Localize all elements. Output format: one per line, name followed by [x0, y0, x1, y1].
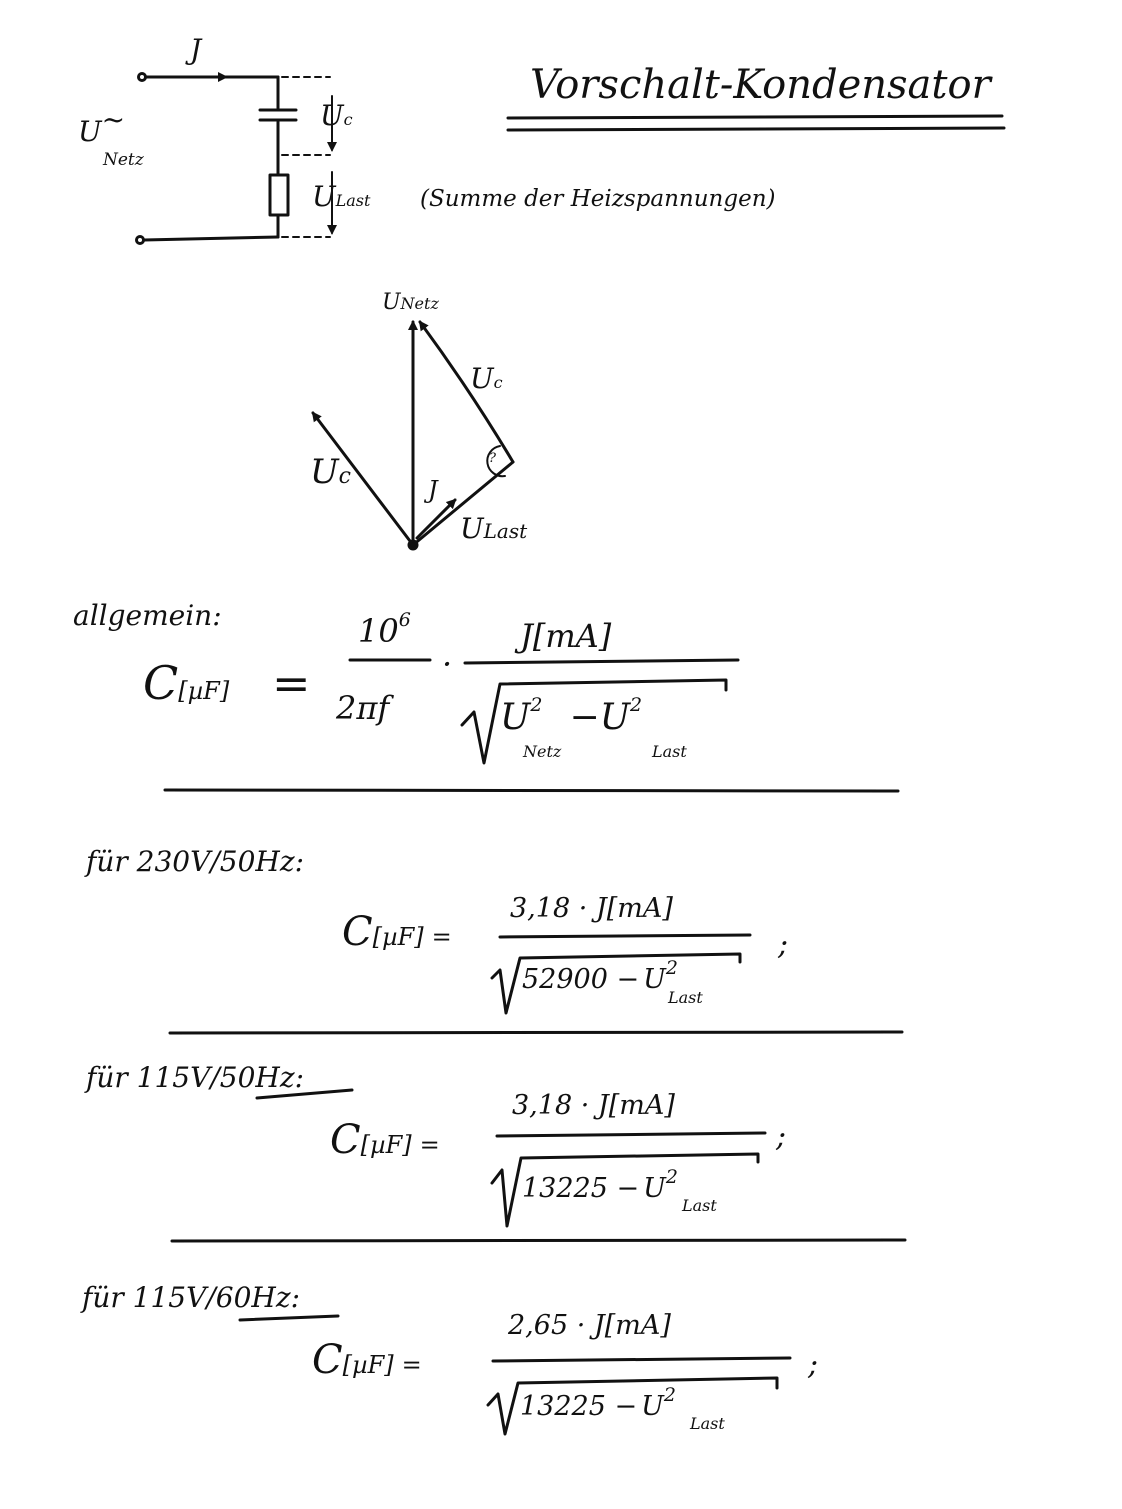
- general-last-sub: Last: [652, 742, 687, 761]
- source-voltage-sub: Netz: [103, 150, 144, 170]
- general-lhs: C[µF]: [143, 656, 230, 710]
- circuit-uc-label: Uc: [320, 99, 353, 132]
- case-115-50-heading: für 115V/50Hz:: [86, 1061, 305, 1094]
- general-numerator-2: J[mA]: [520, 617, 612, 655]
- fraction-bar-2: [465, 660, 738, 663]
- fraction-bar-115-50: [497, 1133, 765, 1136]
- case-230-50-numerator: 3,18 · J[mA]: [510, 893, 673, 924]
- case-230-50-terminator: ;: [778, 927, 789, 962]
- case-230-50-lhs: C[µF] =: [342, 909, 452, 955]
- title-underline-2: [508, 128, 1004, 130]
- case-115-50-numerator: 3,18 · J[mA]: [512, 1090, 675, 1121]
- general-numerator-1: 106: [358, 609, 411, 650]
- title-underline-1: [508, 116, 1002, 118]
- general-netz-sub: Netz: [523, 742, 562, 761]
- load-resistor: [270, 175, 288, 215]
- case-115-60-lhs: C[µF] =: [312, 1337, 422, 1383]
- case-115-50-lhs: C[µF] =: [330, 1117, 440, 1163]
- case-115-60-numerator: 2,65 · J[mA]: [508, 1310, 671, 1341]
- general-radicand: U2 −U2: [500, 694, 643, 738]
- case-115-50-last-sub: Last: [682, 1196, 717, 1215]
- case-230-50-last-sub: Last: [668, 988, 703, 1007]
- return-wire: [144, 237, 278, 240]
- case-115-60-terminator: ;: [808, 1347, 819, 1382]
- circuit-current-label: J: [190, 33, 202, 66]
- case-230-50-radicand: 52900 − U2: [522, 957, 678, 995]
- phasor-uc-left-label: Uc: [310, 452, 351, 492]
- case-115-60-last-sub: Last: [690, 1414, 725, 1433]
- load-note: (Summe der Heizspannungen): [420, 186, 776, 212]
- current-phasor: [417, 500, 455, 538]
- page-title: Vorschalt-Kondensator: [530, 62, 991, 108]
- case-115-60-radicand: 13225 − U2: [520, 1384, 676, 1422]
- input-terminal-bottom: [137, 237, 144, 244]
- general-dot: ·: [442, 645, 453, 683]
- phasor-unetz-label: UNetz: [382, 290, 439, 315]
- case-115-60-heading: für 115V/60Hz:: [82, 1281, 301, 1314]
- case-230-50-heading: für 230V/50Hz:: [86, 845, 305, 878]
- circuit-diagram: [137, 74, 333, 244]
- general-equals: =: [272, 656, 311, 710]
- circuit-ulast-label: ULast: [312, 180, 371, 213]
- freq-underline-115-60: [240, 1316, 338, 1320]
- phasor-angle-mark: ?: [489, 451, 496, 466]
- case-115-50-terminator: ;: [776, 1119, 787, 1154]
- fraction-bar-115-60: [493, 1358, 790, 1361]
- separator-2: [170, 1032, 902, 1033]
- separator-3: [172, 1240, 905, 1241]
- phasor-ulast-label: ULast: [460, 512, 528, 545]
- case-115-50-radicand: 13225 − U2: [522, 1166, 678, 1204]
- input-terminal-top: [139, 74, 146, 81]
- general-denominator-1: 2πf: [336, 689, 390, 727]
- source-voltage-label: U~: [78, 103, 126, 148]
- fraction-bar-230: [500, 935, 750, 937]
- general-heading: allgemein:: [73, 599, 222, 632]
- phasor-uc-right-label: Uc: [470, 362, 503, 395]
- separator-1: [165, 790, 898, 791]
- phasor-current-label: J: [428, 476, 438, 504]
